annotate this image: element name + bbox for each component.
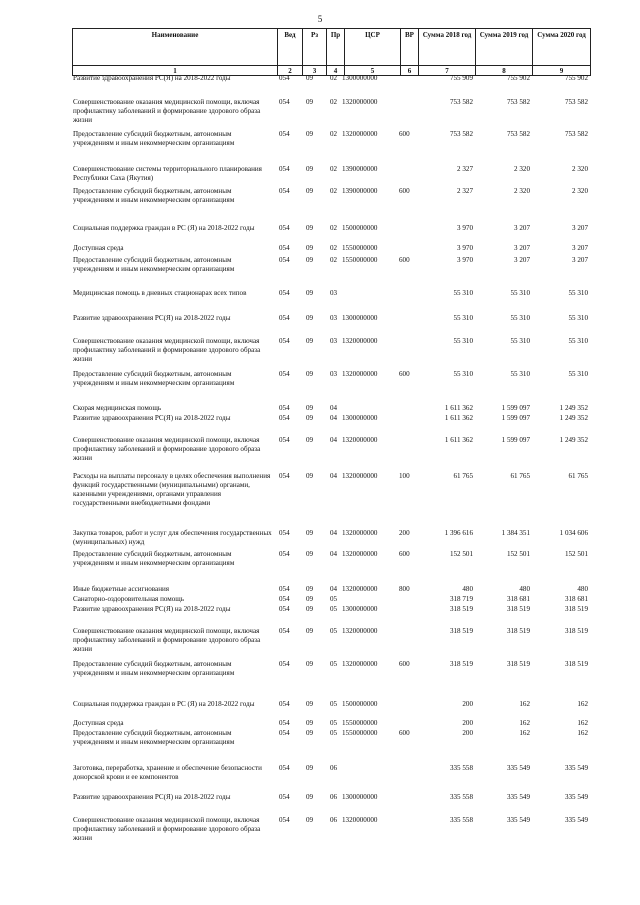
row-csr: 1320000000 [342, 550, 378, 558]
row-sum-2019: 55 310 [510, 289, 530, 297]
row-sum-2019: 1 599 097 [501, 414, 530, 422]
row-pr: 02 [330, 74, 338, 82]
row-pr: 02 [330, 130, 338, 138]
row-sum-2020: 2 320 [572, 187, 588, 195]
col-number: 7 [419, 66, 476, 76]
row-rz: 09 [306, 627, 314, 635]
header-vr: ВР [401, 29, 419, 66]
row-pr: 03 [330, 337, 338, 345]
row-sum-2020: 335 549 [564, 793, 588, 801]
row-vr: 200 [399, 529, 410, 537]
row-sum-2018: 55 310 [453, 370, 473, 378]
row-pr: 02 [330, 244, 338, 252]
row-csr: 1320000000 [342, 472, 378, 480]
row-pr: 05 [330, 627, 338, 635]
row-sum-2018: 55 310 [453, 337, 473, 345]
row-pr: 06 [330, 816, 338, 824]
row-csr: 1500000000 [342, 224, 378, 232]
row-sum-2019: 55 310 [510, 337, 530, 345]
row-rz: 09 [306, 224, 314, 232]
row-sum-2019: 3 207 [514, 224, 530, 232]
row-sum-2019: 3 207 [514, 244, 530, 252]
row-sum-2019: 335 549 [506, 793, 530, 801]
header-rz: Рз [303, 29, 327, 66]
row-name: Совершенствование оказания медицинской помощи, включая профилактику заболеваний и формирование здорового образа жизни [73, 816, 261, 842]
row-sum-2018: 318 519 [449, 627, 473, 635]
row-sum-2018: 318 719 [449, 595, 473, 603]
row-csr: 1300000000 [342, 605, 378, 613]
row-pr: 02 [330, 256, 338, 264]
row-name: Совершенствование оказания медицинской помощи, включая профилактику заболеваний и формирование здорового образа жизни [73, 627, 261, 653]
row-name: Совершенствование оказания медицинской помощи, включая профилактику заболеваний и формирование здорового образа жизни [73, 98, 261, 124]
row-ved: 054 [279, 729, 290, 737]
row-sum-2018: 318 519 [449, 660, 473, 668]
row-ved: 054 [279, 585, 290, 593]
row-sum-2018: 152 501 [449, 550, 473, 558]
row-sum-2019: 2 320 [514, 187, 530, 195]
row-sum-2019: 55 310 [510, 370, 530, 378]
row-sum-2018: 1 611 362 [444, 436, 473, 444]
row-pr: 04 [330, 404, 338, 412]
row-csr: 1320000000 [342, 529, 378, 537]
row-ved: 054 [279, 436, 290, 444]
row-name: Санаторно-оздоровительная помощь [73, 595, 185, 603]
col-number: 9 [533, 66, 591, 76]
row-sum-2020: 335 549 [564, 816, 588, 824]
row-sum-2020: 1 249 352 [559, 414, 588, 422]
row-vr: 800 [399, 585, 410, 593]
row-pr: 04 [330, 414, 338, 422]
row-rz: 09 [306, 404, 314, 412]
row-sum-2018: 755 909 [449, 74, 473, 82]
row-rz: 09 [306, 585, 314, 593]
header-pr: Пр [327, 29, 345, 66]
row-csr: 1320000000 [342, 660, 378, 668]
row-rz: 09 [306, 289, 314, 297]
row-sum-2019: 335 549 [506, 764, 530, 772]
row-sum-2018: 3 970 [457, 256, 473, 264]
row-rz: 09 [306, 595, 314, 603]
row-ved: 054 [279, 256, 290, 264]
row-sum-2019: 1 384 351 [501, 529, 530, 537]
row-csr: 1320000000 [342, 130, 378, 138]
row-pr: 04 [330, 436, 338, 444]
row-rz: 09 [306, 74, 314, 82]
row-sum-2019: 162 [519, 700, 530, 708]
row-sum-2018: 1 611 362 [444, 414, 473, 422]
row-rz: 09 [306, 314, 314, 322]
row-vr: 600 [399, 370, 410, 378]
row-sum-2019: 2 320 [514, 165, 530, 173]
row-sum-2020: 162 [577, 729, 588, 737]
row-sum-2020: 480 [577, 585, 588, 593]
row-sum-2020: 61 765 [568, 472, 588, 480]
row-rz: 09 [306, 165, 314, 173]
row-ved: 054 [279, 165, 290, 173]
row-pr: 04 [330, 585, 338, 593]
row-sum-2018: 55 310 [453, 314, 473, 322]
row-name: Развитие здравоохранения РС(Я) на 2018-2022 годы [73, 314, 231, 322]
row-pr: 06 [330, 793, 338, 801]
row-ved: 054 [279, 187, 290, 195]
row-sum-2020: 162 [577, 719, 588, 727]
row-csr: 1300000000 [342, 74, 378, 82]
row-ved: 054 [279, 816, 290, 824]
row-rz: 09 [306, 729, 314, 737]
row-ved: 054 [279, 337, 290, 345]
row-sum-2020: 753 582 [564, 130, 588, 138]
row-ved: 054 [279, 793, 290, 801]
row-csr: 1390000000 [342, 187, 378, 195]
row-ved: 054 [279, 472, 290, 480]
row-name: Совершенствование оказания медицинской помощи, включая профилактику заболеваний и формирование здорового образа жизни [73, 337, 261, 363]
row-sum-2019: 318 519 [506, 627, 530, 635]
row-csr: 1550000000 [342, 719, 378, 727]
row-ved: 054 [279, 98, 290, 106]
row-name: Социальная поддержка граждан в РС (Я) на 2018-2022 годы [73, 700, 255, 708]
col-number: 4 [327, 66, 345, 76]
row-sum-2020: 1 034 606 [559, 529, 588, 537]
row-ved: 054 [279, 700, 290, 708]
row-pr: 03 [330, 314, 338, 322]
row-pr: 04 [330, 550, 338, 558]
row-name: Заготовка, переработка, хранение и обеспечение безопасности донорской крови и ее компонентов [73, 764, 262, 781]
row-sum-2020: 162 [577, 700, 588, 708]
row-csr: 1320000000 [342, 370, 378, 378]
row-sum-2020: 1 249 352 [559, 436, 588, 444]
row-rz: 09 [306, 529, 314, 537]
row-sum-2020: 318 519 [564, 627, 588, 635]
row-vr: 600 [399, 660, 410, 668]
row-csr: 1320000000 [342, 436, 378, 444]
row-rz: 09 [306, 793, 314, 801]
row-pr: 02 [330, 98, 338, 106]
row-csr: 1300000000 [342, 314, 378, 322]
row-sum-2018: 55 310 [453, 289, 473, 297]
row-sum-2019: 753 582 [506, 98, 530, 106]
row-sum-2018: 2 327 [457, 187, 473, 195]
row-sum-2020: 755 902 [564, 74, 588, 82]
row-name: Развитие здравоохранения РС(Я) на 2018-2022 годы [73, 74, 231, 82]
row-csr: 1300000000 [342, 793, 378, 801]
row-sum-2019: 318 681 [506, 595, 530, 603]
row-sum-2018: 480 [462, 585, 473, 593]
row-sum-2018: 1 611 362 [444, 404, 473, 412]
row-sum-2020: 55 310 [568, 314, 588, 322]
row-pr: 04 [330, 529, 338, 537]
row-name: Предоставление субсидий бюджетным, автономным учреждениям и иным некоммерческим организациям [73, 130, 235, 147]
row-sum-2019: 152 501 [506, 550, 530, 558]
row-name: Предоставление субсидий бюджетным, автономным учреждениям и иным некоммерческим организациям [73, 256, 235, 273]
row-rz: 09 [306, 436, 314, 444]
row-ved: 054 [279, 414, 290, 422]
row-csr: 1550000000 [342, 244, 378, 252]
row-name: Предоставление субсидий бюджетным, автономным учреждениям и иным некоммерческим организациям [73, 187, 235, 204]
row-pr: 05 [330, 700, 338, 708]
row-rz: 09 [306, 764, 314, 772]
row-name: Закупка товаров, работ и услуг для обеспечения государственных (муниципальных) нужд [73, 529, 272, 546]
row-sum-2018: 335 558 [449, 764, 473, 772]
header-sum-2018: Сумма 2018 год [419, 29, 476, 66]
row-sum-2020: 3 207 [572, 224, 588, 232]
row-sum-2020: 2 320 [572, 165, 588, 173]
row-csr: 1300000000 [342, 414, 378, 422]
row-rz: 09 [306, 550, 314, 558]
row-csr: 1550000000 [342, 256, 378, 264]
row-name: Скорая медицинская помощь [73, 404, 162, 412]
header-sum-2020: Сумма 2020 год [533, 29, 591, 66]
row-ved: 054 [279, 224, 290, 232]
row-rz: 09 [306, 256, 314, 264]
header-ved: Вед [278, 29, 303, 66]
row-sum-2020: 753 582 [564, 98, 588, 106]
col-number: 3 [303, 66, 327, 76]
row-name: Совершенствование оказания медицинской помощи, включая профилактику заболеваний и формирование здорового образа жизни [73, 436, 261, 462]
row-vr: 100 [399, 472, 410, 480]
row-sum-2018: 61 765 [453, 472, 473, 480]
col-number: 5 [345, 66, 401, 76]
row-sum-2018: 200 [462, 729, 473, 737]
row-ved: 054 [279, 764, 290, 772]
row-vr: 600 [399, 729, 410, 737]
row-ved: 054 [279, 314, 290, 322]
row-sum-2018: 200 [462, 719, 473, 727]
row-name: Развитие здравоохранения РС(Я) на 2018-2022 годы [73, 605, 231, 613]
row-pr: 06 [330, 764, 338, 772]
row-name: Предоставление субсидий бюджетным, автономным учреждениям и иным некоммерческим организациям [73, 550, 235, 567]
row-sum-2019: 318 519 [506, 605, 530, 613]
row-rz: 09 [306, 337, 314, 345]
row-sum-2020: 55 310 [568, 370, 588, 378]
row-name: Предоставление субсидий бюджетным, автономным учреждениям и иным некоммерческим организациям [73, 660, 235, 677]
row-rz: 09 [306, 98, 314, 106]
row-rz: 09 [306, 605, 314, 613]
row-sum-2020: 55 310 [568, 337, 588, 345]
row-sum-2020: 3 207 [572, 256, 588, 264]
row-ved: 054 [279, 529, 290, 537]
row-ved: 054 [279, 74, 290, 82]
row-ved: 054 [279, 627, 290, 635]
row-name: Расходы на выплаты персоналу в целях обеспечения выполнения функций государственными (муниципальными) органами, казенными учреждениями, органами управления государственными внебюджетными фондами [73, 472, 271, 507]
row-csr: 1320000000 [342, 585, 378, 593]
row-csr: 1320000000 [342, 98, 378, 106]
row-csr: 1320000000 [342, 627, 378, 635]
row-name: Иные бюджетные ассигнования [73, 585, 170, 593]
row-sum-2019: 55 310 [510, 314, 530, 322]
row-sum-2019: 480 [519, 585, 530, 593]
row-ved: 054 [279, 130, 290, 138]
row-sum-2019: 335 549 [506, 816, 530, 824]
row-vr: 600 [399, 187, 410, 195]
row-sum-2018: 753 582 [449, 130, 473, 138]
row-vr: 600 [399, 550, 410, 558]
row-name: Предоставление субсидий бюджетным, автономным учреждениям и иным некоммерческим организациям [73, 729, 235, 746]
row-pr: 04 [330, 472, 338, 480]
row-ved: 054 [279, 370, 290, 378]
row-ved: 054 [279, 550, 290, 558]
row-name: Социальная поддержка граждан в РС (Я) на 2018-2022 годы [73, 224, 255, 232]
row-pr: 05 [330, 595, 338, 603]
header-sum-2019: Сумма 2019 год [476, 29, 533, 66]
row-sum-2018: 753 582 [449, 98, 473, 106]
row-csr: 1550000000 [342, 729, 378, 737]
header-csr: ЦСР [345, 29, 401, 66]
row-sum-2018: 200 [462, 700, 473, 708]
row-ved: 054 [279, 605, 290, 613]
row-pr: 05 [330, 729, 338, 737]
row-sum-2019: 753 582 [506, 130, 530, 138]
row-name: Медицинская помощь в дневных стационарах всех типов [73, 289, 247, 297]
row-csr: 1320000000 [342, 816, 378, 824]
header-name: Наименование [73, 29, 278, 66]
row-sum-2020: 318 519 [564, 605, 588, 613]
table-header [72, 28, 591, 76]
row-pr: 05 [330, 660, 338, 668]
row-sum-2018: 2 327 [457, 165, 473, 173]
row-sum-2020: 318 681 [564, 595, 588, 603]
row-rz: 09 [306, 187, 314, 195]
row-sum-2020: 318 519 [564, 660, 588, 668]
row-name: Предоставление субсидий бюджетным, автономным учреждениям и иным некоммерческим организациям [73, 370, 235, 387]
row-vr: 600 [399, 256, 410, 264]
row-csr: 1320000000 [342, 337, 378, 345]
row-csr: 1500000000 [342, 700, 378, 708]
row-ved: 054 [279, 289, 290, 297]
row-ved: 054 [279, 660, 290, 668]
row-rz: 09 [306, 719, 314, 727]
row-rz: 09 [306, 700, 314, 708]
row-sum-2020: 152 501 [564, 550, 588, 558]
row-sum-2020: 3 207 [572, 244, 588, 252]
row-csr: 1390000000 [342, 165, 378, 173]
row-sum-2018: 335 558 [449, 793, 473, 801]
row-sum-2020: 1 249 352 [559, 404, 588, 412]
row-sum-2018: 1 396 616 [444, 529, 473, 537]
row-rz: 09 [306, 244, 314, 252]
row-sum-2018: 335 558 [449, 816, 473, 824]
row-sum-2020: 55 310 [568, 289, 588, 297]
row-pr: 05 [330, 719, 338, 727]
row-rz: 09 [306, 370, 314, 378]
row-ved: 054 [279, 719, 290, 727]
row-sum-2018: 318 519 [449, 605, 473, 613]
row-vr: 600 [399, 130, 410, 138]
row-sum-2019: 755 902 [506, 74, 530, 82]
row-name: Доступная среда [73, 244, 124, 252]
row-name: Доступная среда [73, 719, 124, 727]
col-number: 8 [476, 66, 533, 76]
col-number: 6 [401, 66, 419, 76]
row-pr: 05 [330, 605, 338, 613]
row-sum-2019: 318 519 [506, 660, 530, 668]
row-sum-2019: 1 599 097 [501, 404, 530, 412]
row-sum-2019: 3 207 [514, 256, 530, 264]
row-name: Совершенствование системы территориального планирования Республики Саха (Якутия) [73, 165, 262, 182]
row-sum-2018: 3 970 [457, 224, 473, 232]
row-name: Развитие здравоохранения РС(Я) на 2018-2022 годы [73, 414, 231, 422]
row-pr: 03 [330, 289, 338, 297]
row-ved: 054 [279, 595, 290, 603]
row-sum-2019: 1 599 097 [501, 436, 530, 444]
row-pr: 02 [330, 224, 338, 232]
row-sum-2019: 162 [519, 729, 530, 737]
row-sum-2020: 335 549 [564, 764, 588, 772]
row-pr: 02 [330, 165, 338, 173]
row-pr: 02 [330, 187, 338, 195]
row-rz: 09 [306, 660, 314, 668]
row-sum-2018: 3 970 [457, 244, 473, 252]
row-pr: 03 [330, 370, 338, 378]
row-ved: 054 [279, 404, 290, 412]
col-number: 2 [278, 66, 303, 76]
page-number: 5 [317, 14, 323, 24]
col-number: 1 [73, 66, 278, 76]
row-rz: 09 [306, 414, 314, 422]
row-name: Развитие здравоохранения РС(Я) на 2018-2022 годы [73, 793, 231, 801]
row-rz: 09 [306, 816, 314, 824]
row-sum-2019: 162 [519, 719, 530, 727]
row-ved: 054 [279, 244, 290, 252]
row-rz: 09 [306, 472, 314, 480]
row-sum-2019: 61 765 [510, 472, 530, 480]
row-rz: 09 [306, 130, 314, 138]
